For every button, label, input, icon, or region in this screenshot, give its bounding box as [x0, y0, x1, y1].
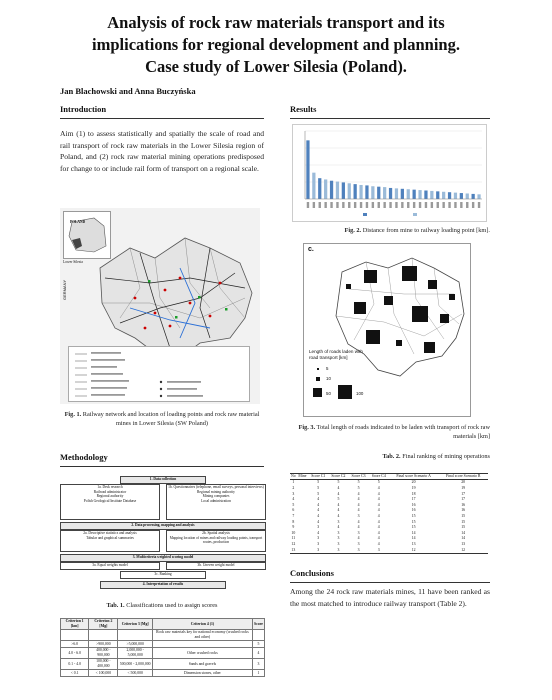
table-cell: 3 — [348, 547, 368, 553]
table-cell: 9 — [292, 525, 295, 530]
stage1-right-line: Regional mining authority — [197, 489, 235, 494]
table-cell: 16 — [461, 502, 466, 507]
table-header-cell: Criterion 2 [Mg] — [89, 619, 118, 630]
chart-legend-swatch — [363, 213, 367, 216]
table-cell: 20 — [411, 480, 416, 485]
chart-bar — [460, 193, 463, 199]
title-line-1: Analysis of rock raw materials transport and its — [107, 13, 445, 32]
chart-tick-label — [389, 202, 391, 208]
intro-heading: Introduction — [60, 104, 107, 114]
fig3-map — [303, 243, 471, 417]
table-cell: 4 — [317, 513, 320, 518]
chart-bar — [472, 194, 475, 199]
chart-tick-label — [448, 202, 450, 208]
table-cell: 8 — [292, 519, 295, 524]
table-cell: 3 — [317, 541, 320, 546]
table-cell: 14 — [461, 530, 466, 535]
tab2-caption-text: Final ranking of mining operations — [402, 453, 490, 460]
chart-tick-label — [366, 202, 368, 208]
chart-bar — [401, 189, 404, 199]
fig1-map — [60, 208, 260, 404]
chart-tick-label — [478, 202, 480, 208]
chart-tick-label — [324, 202, 326, 208]
table-cell: 4 — [357, 497, 360, 502]
stage1-header: 1. Data collection — [120, 476, 206, 484]
chart-tick-label — [401, 202, 403, 208]
table-cell: 3 — [308, 547, 328, 553]
chart-tick-label — [330, 202, 332, 208]
table-cell: 3 — [252, 659, 264, 670]
table-cell: Other crushed rocks — [152, 648, 252, 659]
table-cell: 14 — [411, 530, 416, 535]
legend-square-50 — [313, 388, 322, 397]
stage3-header: 3. Multicriteria weighted scoring model — [60, 554, 266, 562]
table-cell: 4 — [377, 541, 380, 546]
table-cell — [89, 630, 118, 641]
table-cell: 10 — [291, 530, 296, 535]
stage2-left-line: 2a. Descriptive statistics and analysis — [83, 531, 137, 535]
table-cell: 4 — [317, 508, 320, 513]
table-cell: 100,000 - 400,000 — [89, 659, 118, 670]
chart-bar — [354, 184, 357, 199]
stage1-left-line: Polish Geological Institute Database — [83, 498, 137, 503]
chart-bar — [407, 189, 410, 199]
stage1-right-line: Mining companies — [202, 494, 230, 499]
table-cell: 500,000 - 2,000,000 — [118, 659, 152, 670]
table-cell: 4 — [377, 513, 380, 518]
table-cell: 2,000,000 - 5,000,000 — [118, 648, 152, 659]
conclusions-text: Among the 24 rock raw materials mines, 11 have been ranked as the most matched to introduce railway transport (Table 2). — [290, 587, 490, 608]
inset-poland-label: POLAND — [70, 220, 86, 224]
table-cell: 19 — [461, 485, 466, 490]
table-cell: 4 — [252, 648, 264, 659]
table-cell: 4 — [317, 519, 320, 524]
table-cell: 5 — [337, 497, 340, 502]
table-cell: 4 — [337, 513, 340, 518]
chart-tick-label — [425, 202, 427, 208]
table-cell: 3 — [337, 536, 340, 541]
table-cell: 3 — [292, 491, 295, 496]
table-cell: 4 — [377, 530, 380, 535]
table-header-cell: Final score Scenario A — [389, 474, 439, 480]
table-2-body — [290, 480, 488, 554]
tab1-caption-number: Tab. 1. — [106, 602, 125, 609]
chart-bar — [348, 183, 351, 199]
table-cell: 15 — [461, 513, 466, 518]
fig1-legend — [68, 346, 250, 402]
table-cell: 15 — [461, 525, 466, 530]
tab2-caption-number: Tab. 2. — [382, 453, 401, 460]
table-cell: 11 — [291, 536, 296, 541]
table-cell: 5 — [357, 485, 360, 490]
table-cell: 3 — [328, 547, 348, 553]
table-cell: 3 — [369, 547, 389, 553]
table-cell: 4 — [337, 508, 340, 513]
chart-bar — [306, 140, 309, 199]
chart-tick-label — [460, 202, 462, 208]
chart-bar — [436, 191, 439, 199]
table-cell — [61, 630, 89, 641]
chart-bar — [389, 188, 392, 199]
table-cell: 7 — [292, 513, 295, 518]
table-cell: 4 — [377, 519, 380, 524]
stage1-right-box — [166, 484, 266, 520]
chart-bar — [466, 193, 469, 199]
chart-bar — [448, 192, 451, 199]
table-cell: 15 — [411, 513, 416, 518]
table-cell: 2 — [292, 485, 295, 490]
table-cell: 12 — [438, 547, 488, 553]
table-row — [61, 641, 265, 648]
table-cell: Dimension stones, other — [152, 670, 252, 677]
table-cell: 17 — [461, 497, 466, 502]
table-header-row — [61, 619, 265, 630]
table-cell: 12 — [389, 547, 439, 553]
table-cell: 5 — [377, 480, 380, 485]
chart-bar — [454, 193, 457, 199]
table-cell: 4 — [337, 491, 340, 496]
chart-tick-label — [354, 202, 356, 208]
stage2-right-line: 2b. Spatial analysis — [202, 531, 230, 535]
legend-value: 50 — [326, 391, 331, 396]
chart-bar — [477, 194, 480, 199]
table-cell: 4 — [377, 508, 380, 513]
table-cell: Rock raw materials key for national economy (crushed rocks and other) — [152, 630, 252, 641]
table-cell: 5 — [317, 480, 320, 485]
table-cell: < 0.1 — [61, 670, 89, 677]
table-header-cell: Final score Scenario B — [438, 474, 488, 480]
table-cell: 4 — [377, 497, 380, 502]
table-cell: 4 — [377, 536, 380, 541]
fig3-panel-letter: c. — [308, 246, 314, 253]
tab1-caption-text: Classifications used to assign scores — [126, 602, 218, 609]
table-cell: >900,000 — [89, 641, 118, 648]
chart-tick-label — [419, 202, 421, 208]
conclusions-heading: Conclusions — [290, 568, 334, 578]
stage2-right-box — [166, 530, 266, 552]
methodology-heading: Methodology — [60, 452, 108, 462]
chart-tick-label — [395, 202, 397, 208]
chart-tick-label — [378, 202, 380, 208]
chart-bar — [424, 191, 427, 200]
chart-bar — [365, 185, 368, 199]
stage2-left-box — [60, 530, 160, 552]
fig1-caption-number: Fig. 1. — [64, 411, 82, 418]
chart-tick-label — [383, 202, 385, 208]
table-cell: 3 — [337, 530, 340, 535]
table-cell — [252, 630, 264, 641]
table-cell: 4 — [357, 491, 360, 496]
table-header-cell: Criterion 1 [km] — [61, 619, 89, 630]
stage3-ranking-box: 3c. Ranking — [120, 571, 206, 579]
chart-tick-label — [413, 202, 415, 208]
table-header-cell: Score C1 — [308, 474, 328, 480]
chart-tick-label — [336, 202, 338, 208]
stage3-right-box: 3b. Uneven weight model — [166, 562, 266, 570]
table-cell: 15 — [411, 519, 416, 524]
table-header-cell: No — [291, 474, 296, 478]
table-cell: 20 — [461, 480, 466, 485]
table-cell: >6.0 — [61, 641, 89, 648]
chart-bar — [413, 190, 416, 199]
chart-bar — [318, 178, 321, 199]
table-cell: 12 — [291, 541, 296, 546]
chart-tick-label — [360, 202, 362, 208]
table-cell: 6 — [292, 508, 295, 513]
stage2-right-line: Mapping location of mines and railway loading points, transport routes, production — [169, 535, 263, 545]
stage2-header: 2. Data processing, mapping and analysis — [60, 522, 266, 530]
table-cell: 3 — [337, 519, 340, 524]
chart-bar — [377, 187, 380, 199]
legend-value: 10 — [326, 376, 331, 381]
chart-bar — [442, 192, 445, 199]
conclusions-rule — [290, 582, 490, 583]
table-header-cell: Score C2 — [328, 474, 348, 480]
stage1-left-line: Regional authority — [96, 494, 124, 499]
table-cell: 4 — [357, 536, 360, 541]
stage1-right-line: Local administration — [201, 498, 231, 503]
fig2-caption-number: Fig. 2. — [344, 227, 362, 234]
chart-tick-label — [466, 202, 468, 208]
table-header-cell: Criterion 4 (1) — [152, 619, 252, 630]
table-cell: >5,000,000 — [118, 641, 152, 648]
legend-square-100 — [338, 385, 352, 399]
table-cell: 15 — [461, 519, 466, 524]
table-cell: 19 — [411, 485, 416, 490]
chart-tick-label — [342, 202, 344, 208]
chart-tick-label — [454, 202, 456, 208]
table-row — [61, 648, 265, 659]
table-cell — [152, 641, 252, 648]
table-cell: 4.0 - 6.0 — [61, 648, 89, 659]
table-cell: 5 — [337, 480, 340, 485]
table-cell: 18 — [411, 491, 416, 496]
legend-value: 100 — [356, 391, 364, 396]
chart-bar — [430, 191, 433, 199]
fig1-caption — [60, 410, 264, 428]
table-cell: 14 — [411, 536, 416, 541]
table-cell: 3 — [357, 530, 360, 535]
table-cell: 3 — [337, 541, 340, 546]
fig3-legend-title: Length of roads laden with road transport [km] — [309, 349, 363, 360]
table-cell: 4 — [377, 502, 380, 507]
tab1-caption — [60, 601, 264, 610]
title-line-2: implications for regional development and planning. — [92, 35, 460, 54]
fig2-chart-svg — [293, 125, 486, 221]
table-cell: 4 — [357, 502, 360, 507]
table-cell: 4 — [317, 502, 320, 507]
stage3-left-box: 3a. Equal weights model — [60, 562, 160, 570]
table-cell: 15 — [411, 525, 416, 530]
results-heading: Results — [290, 104, 317, 114]
chart-bar — [312, 173, 315, 199]
chart-bar — [359, 185, 362, 199]
stage1-left-line: 1a. Desk research — [97, 485, 123, 489]
table-cell: < 100,000 — [89, 670, 118, 677]
chart-tick-label — [348, 202, 350, 208]
table-cell: 4 — [357, 525, 360, 530]
table-cell: 14 — [461, 536, 466, 541]
stage1-right-line: 1b. Questionnaires (telephone, email surveys, personal interviews) — [168, 485, 264, 489]
table-header-cell: Criterion 3 [Mg] — [118, 619, 152, 630]
table-row — [61, 659, 265, 670]
chart-tick-label — [437, 202, 439, 208]
inset-region-label: Lower Silesia — [63, 260, 83, 264]
chart-tick-label — [442, 202, 444, 208]
chart-bar — [418, 190, 421, 199]
table-2-ranking — [290, 473, 488, 554]
chart-bar — [324, 179, 327, 199]
table-cell: 16 — [411, 502, 416, 507]
chart-bar — [383, 187, 386, 199]
intro-rule — [60, 118, 264, 119]
table-cell: 400,000 - 900,000 — [89, 648, 118, 659]
table-cell: 3 — [357, 513, 360, 518]
table-cell: 4 — [337, 502, 340, 507]
methodology-flowchart — [60, 476, 264, 594]
table-cell: 17 — [461, 491, 466, 496]
tab2-caption — [290, 452, 490, 461]
fig3-caption-text: Total length of roads indicated to be laden with transport of rock raw materials [km] — [316, 424, 490, 440]
table-cell: 16 — [411, 508, 416, 513]
chart-tick-label — [431, 202, 433, 208]
table-1-classification — [60, 618, 265, 677]
chart-bar — [336, 182, 339, 199]
table-header-cell: Mine — [298, 474, 307, 478]
table-cell: 5 — [292, 502, 295, 507]
table-cell: 3 — [317, 525, 320, 530]
table-cell: 4 — [377, 485, 380, 490]
table-cell: < 500,000 — [118, 670, 152, 677]
table-cell: 5 — [317, 491, 320, 496]
results-rule — [290, 118, 490, 119]
chart-bar — [371, 186, 374, 199]
table-cell: 4 — [337, 525, 340, 530]
fig3-legend — [312, 368, 382, 414]
methodology-rule — [60, 466, 264, 467]
chart-legend-swatch — [413, 213, 417, 216]
table-cell: 1 — [292, 480, 295, 485]
chart-bar — [395, 188, 398, 199]
table-cell: 5 — [317, 485, 320, 490]
intro-text: Aim (1) to assess statistically and spatially the scale of road and rail transport of rock raw materials in the Lower Silesia region of Poland, and (2) rock raw material mining operations predisposed for change to or include rail form of transport on a regional scale. — [60, 129, 264, 173]
lower-silesia-outline — [100, 238, 252, 358]
stage4-header: 4. Interpretation of results — [100, 581, 226, 589]
table-cell: 0.1 - 4.0 — [61, 659, 89, 670]
table-header-cell: Score C4 — [369, 474, 389, 480]
chart-tick-label — [307, 202, 309, 208]
table-cell: 17 — [411, 497, 416, 502]
table-cell: 3 — [317, 536, 320, 541]
chart-tick-label — [407, 202, 409, 208]
legend-square-5 — [317, 368, 319, 370]
table-cell: 4 — [337, 485, 340, 490]
table-cell: 4 — [377, 491, 380, 496]
table-cell: 13 — [411, 541, 416, 546]
table-cell: 1 — [252, 670, 264, 677]
table-cell: 4 — [357, 508, 360, 513]
chart-bar — [330, 181, 333, 199]
table-row — [61, 670, 265, 677]
title-line-3: Case study of Lower Silesia (Poland). — [145, 57, 407, 76]
stage2-left-line: Tabular and graphical summaries — [86, 535, 134, 540]
fig1-caption-text: Railway network and location of loading points and rock raw material mines in Lower Silesia (SW Poland) — [82, 411, 260, 427]
chart-tick-label — [372, 202, 374, 208]
fig3-caption — [290, 423, 490, 441]
germany-label: GERMANY — [62, 279, 67, 300]
chart-tick-label — [319, 202, 321, 208]
table-cell: 3 — [357, 541, 360, 546]
fig2-bar-chart — [292, 124, 487, 222]
table-cell: 13 — [291, 547, 296, 552]
table-cell: 5 — [357, 480, 360, 485]
table-header-cell: Score — [252, 619, 264, 630]
table-cell: 16 — [461, 508, 466, 513]
table-cell: 4 — [292, 497, 295, 502]
table-header-cell: Score C3 — [348, 474, 368, 480]
table-cell: 4 — [317, 530, 320, 535]
chart-tick-label — [313, 202, 315, 208]
fig2-caption — [290, 226, 490, 235]
authors: Jan Blachowski and Anna Buczyńska — [60, 86, 196, 96]
chart-tick-label — [472, 202, 474, 208]
table-cell — [118, 630, 152, 641]
stage1-left-line: Railroad administrator — [93, 489, 127, 494]
table-cell: 4 — [317, 497, 320, 502]
legend-value: 5 — [326, 366, 329, 371]
table-row — [290, 547, 488, 553]
table-cell: Sands and gravels — [152, 659, 252, 670]
table-cell: 13 — [461, 541, 466, 546]
table-cell: 4 — [357, 519, 360, 524]
table-cell: 4 — [377, 525, 380, 530]
fig3-caption-number: Fig. 3. — [298, 424, 316, 431]
chart-bar — [342, 182, 345, 199]
fig1-inset-map — [63, 211, 111, 259]
table-row — [61, 630, 265, 641]
fig2-caption-text: Distance from mine to railway loading point [km]. — [362, 227, 490, 234]
poster-title — [0, 12, 552, 78]
legend-square-10 — [316, 377, 320, 381]
table-cell: 5 — [252, 641, 264, 648]
table-cell — [297, 547, 309, 553]
stage1-left-box — [60, 484, 160, 520]
